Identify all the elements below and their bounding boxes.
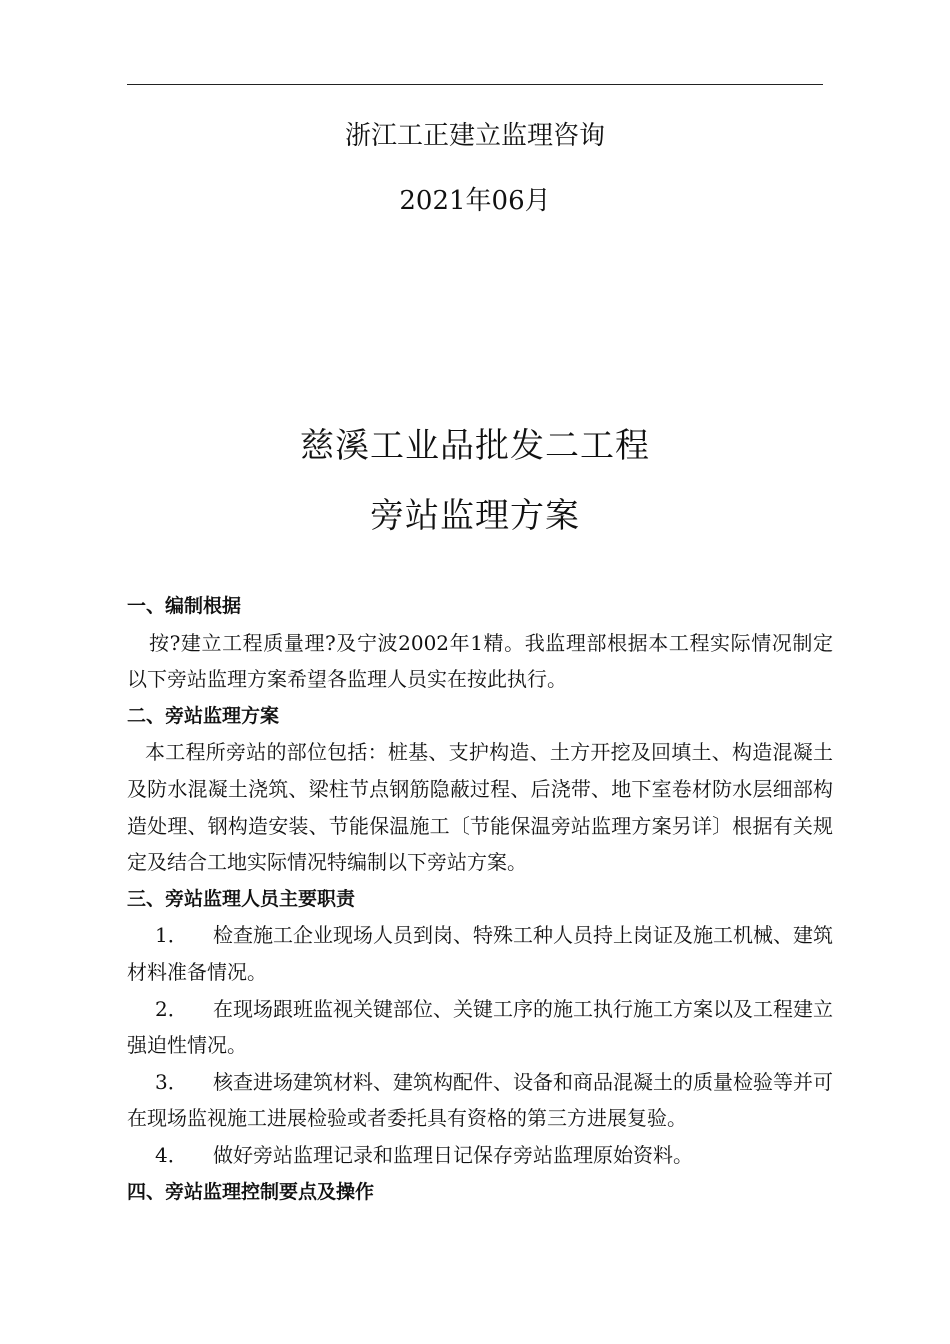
- duty-item-text: 核查进场建筑材料、建筑构配件、设备和商品混凝土的质量检验等并可在现场监视施工进展检验或者委托具有资格的第三方进展复验。: [127, 1069, 833, 1131]
- section-heading-1: 一、编制根据: [127, 595, 242, 617]
- duty-item-number: 4．: [155, 1142, 188, 1167]
- duty-item-2: [127, 991, 833, 1064]
- duty-item-number: 1．: [155, 923, 188, 948]
- duty-item-number: 2．: [155, 996, 188, 1021]
- section-paragraph-2: 本工程所旁站的部位包括：桩基、支护构造、土方开挖及回填土、构造混凝土及防水混凝土浇筑、梁柱节点钢筋隐蔽过程、后浇带、地下室卷材防水层细部构造处理、钢构造安装、节能保温施工〔节能保温旁站监理方案另详〕根据有关规定及结合工地实际情况特编制以下旁站方案。: [127, 740, 833, 875]
- document-date: 2021年06月: [399, 186, 551, 216]
- duty-item-3: [127, 1064, 833, 1137]
- project-title: 慈溪工业品批发二工程: [300, 426, 650, 466]
- section-heading-4: 四、旁站监理控制要点及操作: [127, 1180, 375, 1203]
- duty-item-number: 3．: [155, 1069, 188, 1094]
- document-body: [127, 588, 833, 1210]
- duty-item-1: [127, 917, 833, 990]
- document-title: 旁站监理方案: [370, 496, 580, 536]
- duty-item-4: [127, 1137, 833, 1174]
- top-rule: [127, 84, 823, 85]
- duty-item-text: 做好旁站监理记录和监理日记保存旁站监理原始资料。: [213, 1142, 693, 1167]
- section-paragraph-1: 按?建立工程质量理?及宁波2002年1精。我监理部根据本工程实际情况制定以下旁站监理方案希望各监理人员实在按此执行。: [127, 630, 833, 692]
- duty-item-text: 检查施工企业现场人员到岗、特殊工种人员持上岗证及施工机械、建筑材料准备情况。: [127, 923, 833, 984]
- section-heading-3: 三、旁站监理人员主要职责: [127, 887, 356, 910]
- duty-item-text: 在现场跟班监视关键部位、关键工序的施工执行施工方案以及工程建立强迫性情况。: [127, 996, 833, 1058]
- organization-name: 浙江工正建立监理咨询: [344, 121, 605, 151]
- section-heading-2: 二、旁站监理方案: [127, 704, 280, 727]
